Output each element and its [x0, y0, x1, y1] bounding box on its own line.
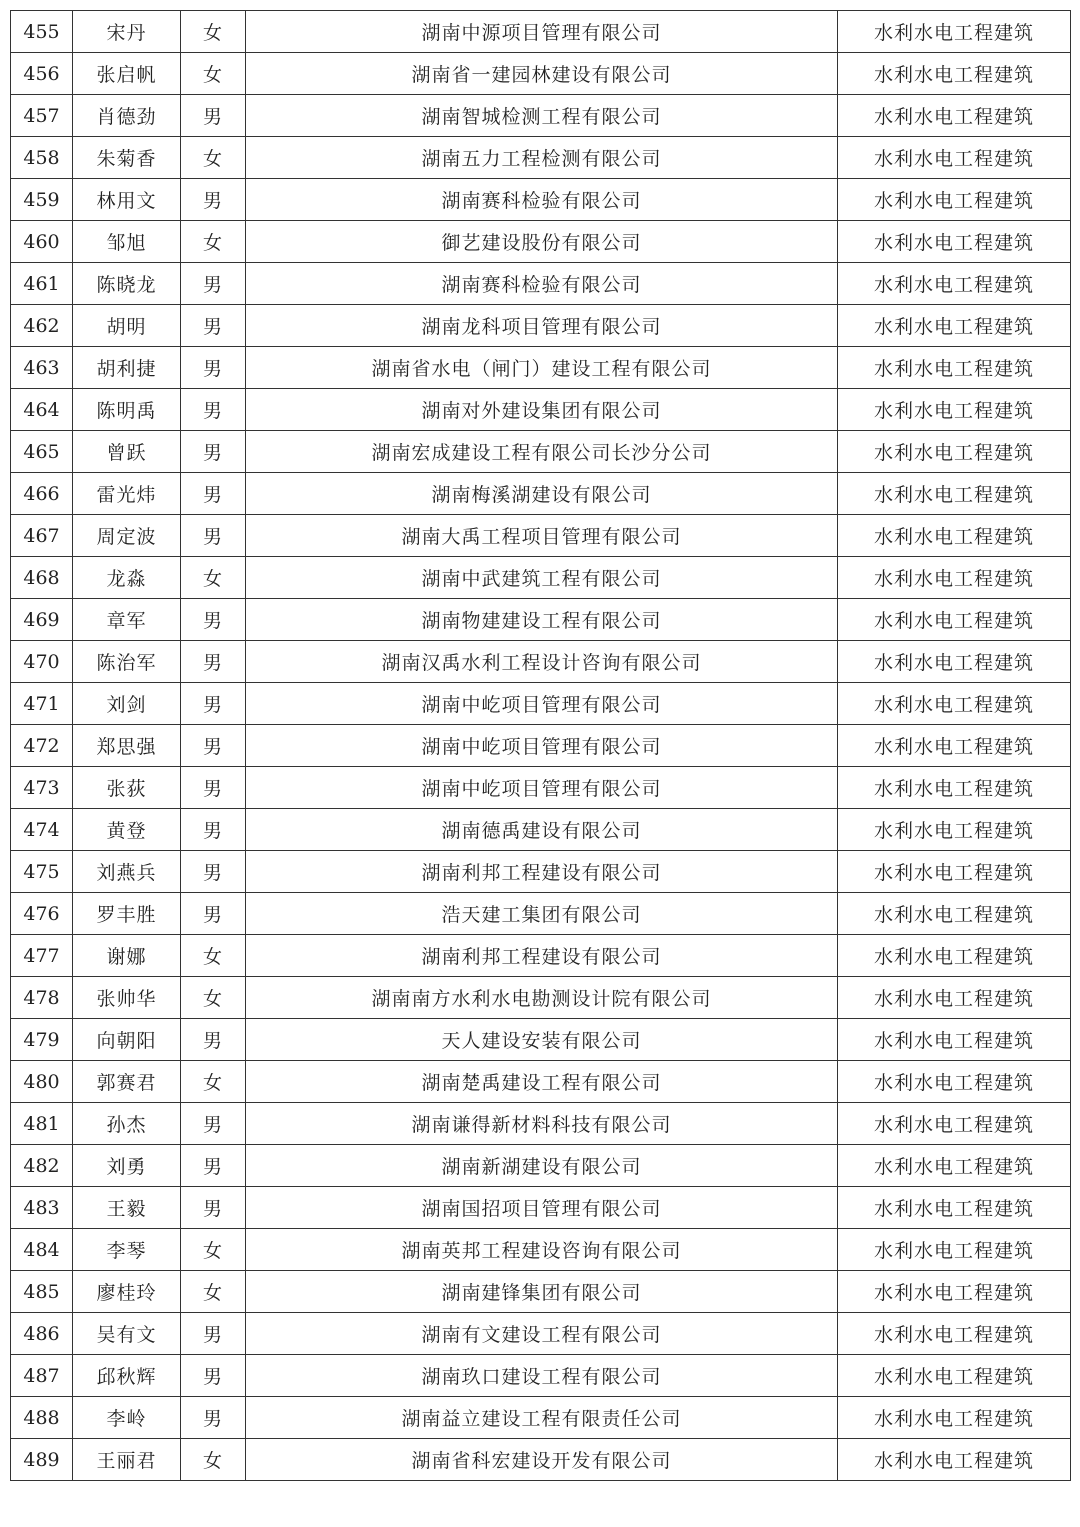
name-cell: 刘燕兵: [73, 851, 181, 893]
table-row: [11, 557, 1071, 599]
table-row: [11, 221, 1071, 263]
row-number-cell: 480: [11, 1061, 73, 1103]
row-number-cell: 478: [11, 977, 73, 1019]
company-cell: 湖南德禹建设有限公司: [246, 809, 838, 851]
gender-cell: 男: [181, 1397, 246, 1439]
gender-cell: 女: [181, 977, 246, 1019]
gender-cell: 男: [181, 179, 246, 221]
category-cell: 水利水电工程建筑: [838, 389, 1071, 431]
table-row: [11, 1145, 1071, 1187]
name-cell: 陈明禹: [73, 389, 181, 431]
table-row: [11, 851, 1071, 893]
row-number-cell: 465: [11, 431, 73, 473]
company-cell: 湖南国招项目管理有限公司: [246, 1187, 838, 1229]
row-number-cell: 475: [11, 851, 73, 893]
gender-cell: 男: [181, 1145, 246, 1187]
company-cell: 湖南对外建设集团有限公司: [246, 389, 838, 431]
table-row: [11, 1187, 1071, 1229]
company-cell: 湖南南方水利水电勘测设计院有限公司: [246, 977, 838, 1019]
name-cell: 刘剑: [73, 683, 181, 725]
row-number-cell: 472: [11, 725, 73, 767]
gender-cell: 男: [181, 683, 246, 725]
name-cell: 黄登: [73, 809, 181, 851]
table-row: [11, 767, 1071, 809]
table-row: [11, 1313, 1071, 1355]
row-number-cell: 464: [11, 389, 73, 431]
table-row: [11, 809, 1071, 851]
row-number-cell: 473: [11, 767, 73, 809]
category-cell: 水利水电工程建筑: [838, 53, 1071, 95]
category-cell: 水利水电工程建筑: [838, 515, 1071, 557]
category-cell: 水利水电工程建筑: [838, 599, 1071, 641]
row-number-cell: 482: [11, 1145, 73, 1187]
row-number-cell: 469: [11, 599, 73, 641]
category-cell: 水利水电工程建筑: [838, 431, 1071, 473]
company-cell: 湖南物建建设工程有限公司: [246, 599, 838, 641]
category-cell: 水利水电工程建筑: [838, 977, 1071, 1019]
gender-cell: 男: [181, 1313, 246, 1355]
name-cell: 宋丹: [73, 11, 181, 53]
roster-body: [11, 11, 1071, 1481]
gender-cell: 女: [181, 1439, 246, 1481]
gender-cell: 男: [181, 767, 246, 809]
table-row: [11, 1019, 1071, 1061]
name-cell: 郭赛君: [73, 1061, 181, 1103]
gender-cell: 男: [181, 95, 246, 137]
row-number-cell: 476: [11, 893, 73, 935]
category-cell: 水利水电工程建筑: [838, 137, 1071, 179]
company-cell: 天人建设安装有限公司: [246, 1019, 838, 1061]
gender-cell: 男: [181, 1103, 246, 1145]
company-cell: 湖南玖口建设工程有限公司: [246, 1355, 838, 1397]
category-cell: 水利水电工程建筑: [838, 809, 1071, 851]
company-cell: 湖南梅溪湖建设有限公司: [246, 473, 838, 515]
company-cell: 湖南中武建筑工程有限公司: [246, 557, 838, 599]
company-cell: 湖南龙科项目管理有限公司: [246, 305, 838, 347]
table-row: [11, 11, 1071, 53]
row-number-cell: 457: [11, 95, 73, 137]
name-cell: 吴有文: [73, 1313, 181, 1355]
company-cell: 湖南中源项目管理有限公司: [246, 11, 838, 53]
category-cell: 水利水电工程建筑: [838, 1271, 1071, 1313]
company-cell: 湖南中屹项目管理有限公司: [246, 725, 838, 767]
name-cell: 雷光炜: [73, 473, 181, 515]
table-row: [11, 683, 1071, 725]
row-number-cell: 463: [11, 347, 73, 389]
name-cell: 章军: [73, 599, 181, 641]
name-cell: 肖德劲: [73, 95, 181, 137]
table-row: [11, 263, 1071, 305]
table-row: [11, 1229, 1071, 1271]
gender-cell: 男: [181, 263, 246, 305]
category-cell: 水利水电工程建筑: [838, 347, 1071, 389]
row-number-cell: 483: [11, 1187, 73, 1229]
category-cell: 水利水电工程建筑: [838, 95, 1071, 137]
category-cell: 水利水电工程建筑: [838, 1439, 1071, 1481]
company-cell: 湖南建锋集团有限公司: [246, 1271, 838, 1313]
name-cell: 王丽君: [73, 1439, 181, 1481]
company-cell: 湖南省水电（闸门）建设工程有限公司: [246, 347, 838, 389]
company-cell: 湖南汉禹水利工程设计咨询有限公司: [246, 641, 838, 683]
row-number-cell: 468: [11, 557, 73, 599]
company-cell: 湖南楚禹建设工程有限公司: [246, 1061, 838, 1103]
name-cell: 陈晓龙: [73, 263, 181, 305]
row-number-cell: 462: [11, 305, 73, 347]
gender-cell: 男: [181, 599, 246, 641]
gender-cell: 男: [181, 305, 246, 347]
row-number-cell: 481: [11, 1103, 73, 1145]
table-row: [11, 1355, 1071, 1397]
name-cell: 罗丰胜: [73, 893, 181, 935]
name-cell: 王毅: [73, 1187, 181, 1229]
gender-cell: 男: [181, 1019, 246, 1061]
table-row: [11, 977, 1071, 1019]
company-cell: 湖南五力工程检测有限公司: [246, 137, 838, 179]
table-row: [11, 1271, 1071, 1313]
row-number-cell: 470: [11, 641, 73, 683]
name-cell: 曾跃: [73, 431, 181, 473]
row-number-cell: 486: [11, 1313, 73, 1355]
category-cell: 水利水电工程建筑: [838, 1103, 1071, 1145]
company-cell: 湖南省一建园林建设有限公司: [246, 53, 838, 95]
row-number-cell: 459: [11, 179, 73, 221]
table-row: [11, 389, 1071, 431]
gender-cell: 男: [181, 725, 246, 767]
row-number-cell: 489: [11, 1439, 73, 1481]
category-cell: 水利水电工程建筑: [838, 179, 1071, 221]
gender-cell: 男: [181, 431, 246, 473]
table-row: [11, 725, 1071, 767]
table-row: [11, 1397, 1071, 1439]
category-cell: 水利水电工程建筑: [838, 725, 1071, 767]
category-cell: 水利水电工程建筑: [838, 1145, 1071, 1187]
category-cell: 水利水电工程建筑: [838, 935, 1071, 977]
name-cell: 朱菊香: [73, 137, 181, 179]
name-cell: 周定波: [73, 515, 181, 557]
table-row: [11, 599, 1071, 641]
row-number-cell: 488: [11, 1397, 73, 1439]
gender-cell: 女: [181, 1061, 246, 1103]
table-row: [11, 347, 1071, 389]
gender-cell: 女: [181, 221, 246, 263]
row-number-cell: 456: [11, 53, 73, 95]
name-cell: 廖桂玲: [73, 1271, 181, 1313]
row-number-cell: 466: [11, 473, 73, 515]
row-number-cell: 474: [11, 809, 73, 851]
company-cell: 湖南利邦工程建设有限公司: [246, 935, 838, 977]
category-cell: 水利水电工程建筑: [838, 1187, 1071, 1229]
gender-cell: 女: [181, 137, 246, 179]
table-row: [11, 431, 1071, 473]
company-cell: 浩天建工集团有限公司: [246, 893, 838, 935]
category-cell: 水利水电工程建筑: [838, 557, 1071, 599]
roster-table: [10, 10, 1071, 1481]
category-cell: 水利水电工程建筑: [838, 1229, 1071, 1271]
row-number-cell: 484: [11, 1229, 73, 1271]
gender-cell: 男: [181, 1187, 246, 1229]
table-row: [11, 137, 1071, 179]
name-cell: 张帅华: [73, 977, 181, 1019]
company-cell: 湖南有文建设工程有限公司: [246, 1313, 838, 1355]
name-cell: 陈治军: [73, 641, 181, 683]
row-number-cell: 471: [11, 683, 73, 725]
table-row: [11, 641, 1071, 683]
category-cell: 水利水电工程建筑: [838, 221, 1071, 263]
row-number-cell: 479: [11, 1019, 73, 1061]
table-row: [11, 1439, 1071, 1481]
table-row: [11, 1103, 1071, 1145]
gender-cell: 男: [181, 893, 246, 935]
category-cell: 水利水电工程建筑: [838, 263, 1071, 305]
category-cell: 水利水电工程建筑: [838, 1355, 1071, 1397]
category-cell: 水利水电工程建筑: [838, 641, 1071, 683]
gender-cell: 男: [181, 809, 246, 851]
gender-cell: 男: [181, 515, 246, 557]
name-cell: 刘勇: [73, 1145, 181, 1187]
category-cell: 水利水电工程建筑: [838, 851, 1071, 893]
gender-cell: 男: [181, 347, 246, 389]
name-cell: 胡利捷: [73, 347, 181, 389]
gender-cell: 男: [181, 1355, 246, 1397]
category-cell: 水利水电工程建筑: [838, 767, 1071, 809]
gender-cell: 女: [181, 557, 246, 599]
gender-cell: 女: [181, 1271, 246, 1313]
category-cell: 水利水电工程建筑: [838, 1019, 1071, 1061]
category-cell: 水利水电工程建筑: [838, 305, 1071, 347]
company-cell: 湖南赛科检验有限公司: [246, 179, 838, 221]
category-cell: 水利水电工程建筑: [838, 473, 1071, 515]
company-cell: 湖南益立建设工程有限责任公司: [246, 1397, 838, 1439]
category-cell: 水利水电工程建筑: [838, 11, 1071, 53]
name-cell: 张荻: [73, 767, 181, 809]
company-cell: 湖南谦得新材料科技有限公司: [246, 1103, 838, 1145]
gender-cell: 男: [181, 473, 246, 515]
table-row: [11, 305, 1071, 347]
name-cell: 林用文: [73, 179, 181, 221]
category-cell: 水利水电工程建筑: [838, 1397, 1071, 1439]
name-cell: 邹旭: [73, 221, 181, 263]
name-cell: 张启帆: [73, 53, 181, 95]
company-cell: 湖南省科宏建设开发有限公司: [246, 1439, 838, 1481]
table-row: [11, 473, 1071, 515]
name-cell: 孙杰: [73, 1103, 181, 1145]
row-number-cell: 458: [11, 137, 73, 179]
category-cell: 水利水电工程建筑: [838, 1313, 1071, 1355]
company-cell: 湖南赛科检验有限公司: [246, 263, 838, 305]
name-cell: 胡明: [73, 305, 181, 347]
table-row: [11, 1061, 1071, 1103]
company-cell: 湖南大禹工程项目管理有限公司: [246, 515, 838, 557]
gender-cell: 女: [181, 53, 246, 95]
company-cell: 湖南新湖建设有限公司: [246, 1145, 838, 1187]
name-cell: 龙淼: [73, 557, 181, 599]
category-cell: 水利水电工程建筑: [838, 893, 1071, 935]
name-cell: 向朝阳: [73, 1019, 181, 1061]
company-cell: 湖南中屹项目管理有限公司: [246, 683, 838, 725]
row-number-cell: 460: [11, 221, 73, 263]
row-number-cell: 487: [11, 1355, 73, 1397]
company-cell: 湖南智城检测工程有限公司: [246, 95, 838, 137]
gender-cell: 男: [181, 389, 246, 431]
category-cell: 水利水电工程建筑: [838, 683, 1071, 725]
table-row: [11, 179, 1071, 221]
row-number-cell: 477: [11, 935, 73, 977]
name-cell: 谢娜: [73, 935, 181, 977]
table-row: [11, 515, 1071, 557]
name-cell: 邱秋辉: [73, 1355, 181, 1397]
table-row: [11, 935, 1071, 977]
gender-cell: 男: [181, 851, 246, 893]
row-number-cell: 461: [11, 263, 73, 305]
name-cell: 李岭: [73, 1397, 181, 1439]
gender-cell: 女: [181, 935, 246, 977]
company-cell: 御艺建设股份有限公司: [246, 221, 838, 263]
gender-cell: 男: [181, 641, 246, 683]
name-cell: 李琴: [73, 1229, 181, 1271]
company-cell: 湖南宏成建设工程有限公司长沙分公司: [246, 431, 838, 473]
row-number-cell: 485: [11, 1271, 73, 1313]
company-cell: 湖南中屹项目管理有限公司: [246, 767, 838, 809]
row-number-cell: 455: [11, 11, 73, 53]
category-cell: 水利水电工程建筑: [838, 1061, 1071, 1103]
name-cell: 郑思强: [73, 725, 181, 767]
row-number-cell: 467: [11, 515, 73, 557]
table-row: [11, 95, 1071, 137]
table-row: [11, 893, 1071, 935]
company-cell: 湖南利邦工程建设有限公司: [246, 851, 838, 893]
gender-cell: 女: [181, 11, 246, 53]
gender-cell: 女: [181, 1229, 246, 1271]
table-row: [11, 53, 1071, 95]
company-cell: 湖南英邦工程建设咨询有限公司: [246, 1229, 838, 1271]
